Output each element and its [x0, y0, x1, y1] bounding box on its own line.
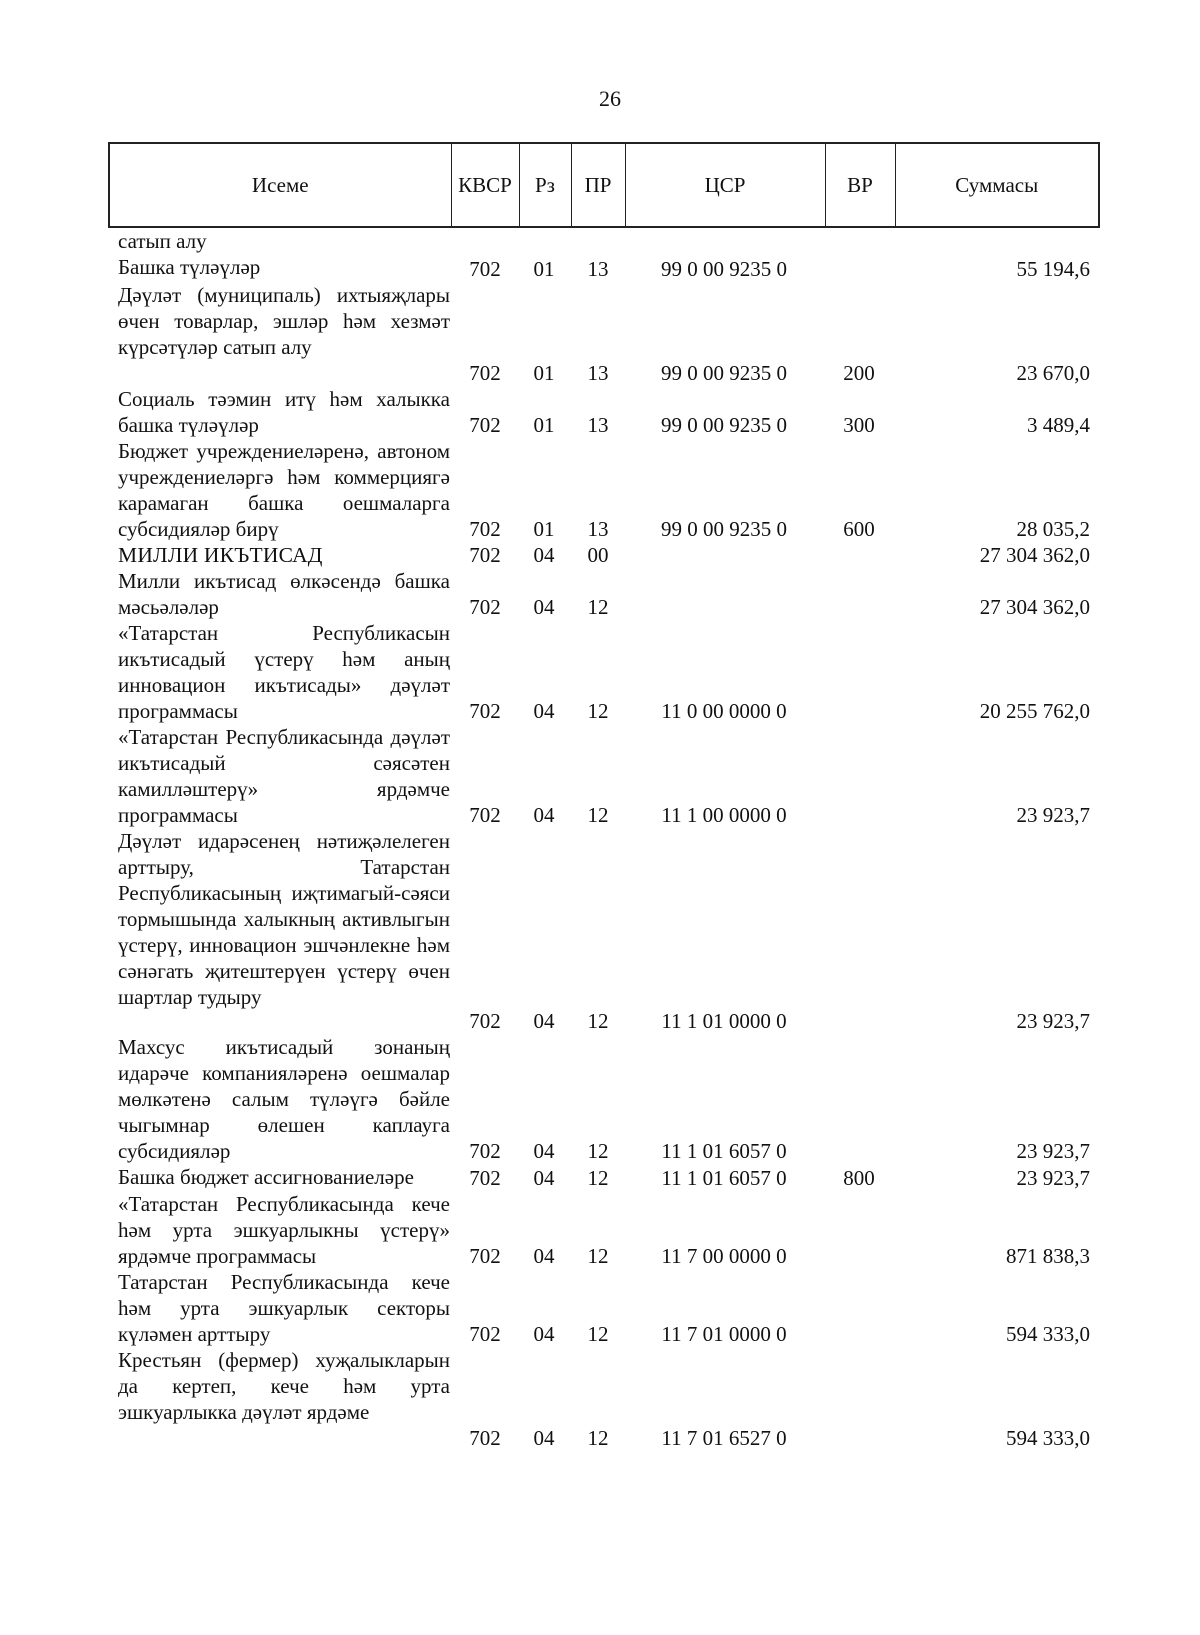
row-sum: 27 304 362,0: [979, 595, 1090, 619]
table-row: [0, 282, 1200, 386]
row-rz: 04: [533, 1139, 555, 1163]
row-rz: 01: [533, 361, 555, 385]
row-pr: 12: [587, 595, 609, 619]
row-csr: 11 0 00 0000 0: [661, 699, 787, 723]
row-pr: 12: [587, 1009, 609, 1033]
row-pr: 13: [587, 517, 609, 541]
row-pr: 00: [587, 543, 609, 567]
row-rz: 04: [533, 1244, 555, 1268]
column-header-pr: ПР: [571, 143, 625, 227]
row-kvsr: 702: [469, 1166, 501, 1190]
row-rz: 04: [533, 1322, 555, 1346]
row-kvsr: 702: [469, 361, 501, 385]
table-row: [0, 1191, 1200, 1269]
row-vr: 300: [843, 413, 875, 437]
row-name: Дәүләт идарәсенең нәтиҗәлелеген арттыру, Татарстан Республикасының иҗтимагый-сәяси тормышында халыкның активлыгын үстерү, инновацион эшчәнлекне һәм сәнәгать җитештерүен үстерү өчен шартлар тудыру: [118, 829, 450, 1009]
row-csr: 99 0 00 9235 0: [661, 517, 787, 541]
row-rz: 04: [533, 543, 555, 567]
row-pr: 12: [587, 1139, 609, 1163]
row-sum: 23 923,7: [1016, 803, 1090, 827]
row-sum: 28 035,2: [1016, 517, 1090, 541]
row-name: сатып алу: [118, 229, 207, 253]
row-csr: 99 0 00 9235 0: [661, 413, 787, 437]
row-csr: 11 7 00 0000 0: [661, 1244, 787, 1268]
row-sum: 27 304 362,0: [979, 543, 1090, 567]
row-name: Башка түләүләр: [118, 255, 261, 279]
table-row: [0, 620, 1200, 724]
row-name: «Татарстан Республикасында дәүләт икътисадый сәясәтен камилләштерү» ярдәмче программасы: [118, 725, 450, 827]
row-name: МИЛЛИ ИКЪТИСАД: [118, 543, 323, 567]
row-kvsr: 702: [469, 517, 501, 541]
row-pr: 12: [587, 699, 609, 723]
row-csr: 11 1 01 6057 0: [661, 1166, 787, 1190]
row-csr: 11 1 00 0000 0: [661, 803, 787, 827]
row-sum: 23 670,0: [1016, 361, 1090, 385]
row-vr: 600: [843, 517, 875, 541]
row-rz: 01: [533, 257, 555, 281]
table-row: [0, 828, 1200, 1034]
row-kvsr: 702: [469, 257, 501, 281]
row-sum: 594 333,0: [1006, 1322, 1090, 1346]
table-row: [0, 568, 1200, 620]
table-row: [0, 228, 1200, 254]
row-pr: 12: [587, 1426, 609, 1450]
table-row: [0, 1164, 1200, 1191]
row-name: Милли икътисад өлкәсендә башка мәсьәләләр: [118, 569, 450, 619]
row-name: «Татарстан Республикасын икътисадый үстерү һәм аның инновацион икътисады» дәүләт программасы: [118, 621, 450, 723]
row-csr: 99 0 00 9235 0: [661, 257, 787, 281]
row-kvsr: 702: [469, 595, 501, 619]
table-header: [108, 142, 1100, 228]
table-row: [0, 1269, 1200, 1347]
row-sum: 55 194,6: [1016, 257, 1090, 281]
row-sum: 594 333,0: [1006, 1426, 1090, 1450]
column-header-csr: ЦСР: [625, 143, 825, 227]
table-row: [0, 724, 1200, 828]
table-row: [0, 1034, 1200, 1164]
column-header-sum: Суммасы: [895, 143, 1099, 227]
row-csr: 99 0 00 9235 0: [661, 361, 787, 385]
row-csr: 11 1 01 0000 0: [661, 1009, 787, 1033]
column-header-vr: ВР: [825, 143, 895, 227]
row-rz: 04: [533, 595, 555, 619]
row-kvsr: 702: [469, 1139, 501, 1163]
row-name: «Татарстан Республикасында кече һәм урта эшкуарлыкны үстерү» ярдәмче программасы: [118, 1192, 450, 1268]
row-vr: 800: [843, 1166, 875, 1190]
row-sum: 3 489,4: [1027, 413, 1090, 437]
row-kvsr: 702: [469, 413, 501, 437]
row-rz: 04: [533, 1426, 555, 1450]
row-name: Татарстан Республикасында кече һәм урта эшкуарлык секторы күләмен арттыру: [118, 1270, 450, 1346]
row-sum: 23 923,7: [1016, 1139, 1090, 1163]
row-kvsr: 702: [469, 1322, 501, 1346]
row-kvsr: 702: [469, 699, 501, 723]
row-rz: 04: [533, 1166, 555, 1190]
row-kvsr: 702: [469, 1244, 501, 1268]
row-rz: 01: [533, 413, 555, 437]
row-sum: 20 255 762,0: [979, 699, 1090, 723]
table-row: [0, 254, 1200, 282]
row-csr: 11 7 01 0000 0: [661, 1322, 787, 1346]
row-vr: 200: [843, 361, 875, 385]
column-header-kvsr: КВСР: [451, 143, 519, 227]
row-pr: 12: [587, 803, 609, 827]
row-sum: 23 923,7: [1016, 1166, 1090, 1190]
budget-table-body: [0, 228, 1200, 1451]
row-sum: 871 838,3: [1006, 1244, 1090, 1268]
row-pr: 12: [587, 1166, 609, 1190]
row-name: Дәүләт (муниципаль) ихтыяҗлары өчен товарлар, эшләр һәм хезмәт күрсәтүләр сатып алу: [118, 283, 450, 359]
row-pr: 12: [587, 1244, 609, 1268]
row-pr: 13: [587, 361, 609, 385]
row-kvsr: 702: [469, 803, 501, 827]
table-row: [0, 386, 1200, 438]
row-name: Социаль тәэмин итү һәм халыкка башка түләүләр: [118, 387, 450, 437]
row-rz: 04: [533, 1009, 555, 1033]
table-row: [0, 1347, 1200, 1451]
row-kvsr: 702: [469, 1009, 501, 1033]
row-kvsr: 702: [469, 543, 501, 567]
row-name: Махсус икътисадый зонаның идарәче компанияләренә оешмалар мөлкәтенә салым түләүгә бәйле чыгымнар өлешен каплауга субсидияләр: [118, 1035, 450, 1163]
page-number: 26: [599, 86, 621, 111]
row-name: Башка бюджет ассигнованиеләре: [118, 1165, 414, 1189]
row-sum: 23 923,7: [1016, 1009, 1090, 1033]
table-row: [0, 438, 1200, 542]
row-pr: 13: [587, 257, 609, 281]
column-header-rz: Рз: [519, 143, 571, 227]
table-row: [0, 542, 1200, 568]
row-name: Бюджет учреждениеләренә, автоном учреждениеләргә һәм коммерциягә карамаган башка оешмаларга субсидияләр бирү: [118, 439, 450, 541]
row-pr: 13: [587, 413, 609, 437]
column-header-name: Исеме: [109, 143, 451, 227]
row-csr: 11 1 01 6057 0: [661, 1139, 787, 1163]
row-rz: 04: [533, 803, 555, 827]
row-csr: 11 7 01 6527 0: [661, 1426, 787, 1450]
row-rz: 04: [533, 699, 555, 723]
row-pr: 12: [587, 1322, 609, 1346]
row-name: Крестьян (фермер) хуҗалыкларын да кертеп, кече һәм урта эшкуарлыкка дәүләт ярдәме: [118, 1348, 450, 1424]
row-kvsr: 702: [469, 1426, 501, 1450]
row-rz: 01: [533, 517, 555, 541]
